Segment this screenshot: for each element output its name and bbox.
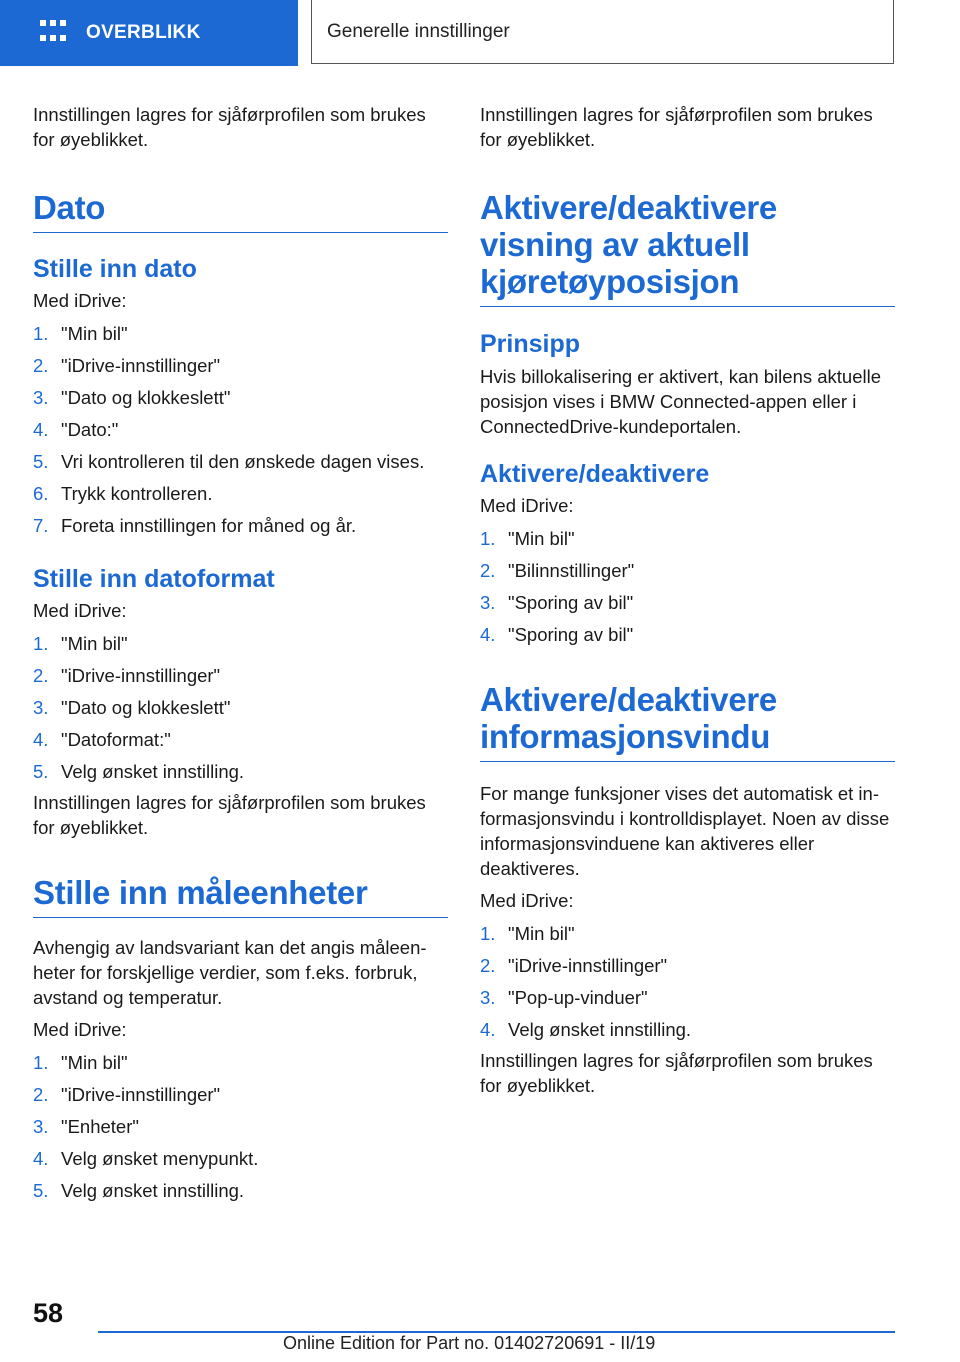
step-text: "Min bil" xyxy=(61,633,128,654)
lead-text: Med iDrive: xyxy=(480,495,574,516)
right-column xyxy=(480,102,895,1098)
step-text: "Min bil" xyxy=(508,923,575,944)
step-item xyxy=(33,628,448,660)
step-item xyxy=(33,414,448,446)
step-number: 4. xyxy=(33,1148,49,1169)
step-text: Velg ønsket innstilling. xyxy=(61,761,245,782)
step-item xyxy=(33,1111,448,1143)
step-number: 2. xyxy=(480,560,496,581)
steps-list xyxy=(480,523,895,651)
step-item xyxy=(480,523,895,555)
step-number: 1. xyxy=(480,923,496,944)
step-text: "iDrive-innstillinger" xyxy=(61,665,221,686)
step-item xyxy=(480,619,895,651)
heading-set-date-format: Stille inn datoformat xyxy=(33,565,275,593)
steps-list xyxy=(480,918,895,1046)
step-text: Trykk kontrolleren. xyxy=(61,483,213,504)
step-text: "Min bil" xyxy=(508,528,575,549)
step-text: Vri kontrolleren til den ønskede dagen vises. xyxy=(61,451,425,472)
steps-list xyxy=(33,318,448,542)
step-text: "Bilinnstillinger" xyxy=(508,560,635,581)
step-number: 5. xyxy=(33,1180,49,1201)
heading-set-date: Stille inn dato xyxy=(33,255,197,283)
step-number: 6. xyxy=(33,483,49,504)
step-number: 1. xyxy=(33,1052,49,1073)
step-item xyxy=(480,918,895,950)
step-item xyxy=(480,1014,895,1046)
step-item xyxy=(33,318,448,350)
step-item xyxy=(480,982,895,1014)
heading-principle: Prinsipp xyxy=(480,330,581,358)
steps-list xyxy=(33,1047,448,1207)
step-text: Velg ønsket menypunkt. xyxy=(61,1148,259,1169)
step-text: "Sporing av bil" xyxy=(508,592,634,613)
step-item xyxy=(33,478,448,510)
step-item xyxy=(33,350,448,382)
lead-text: Med iDrive: xyxy=(33,600,127,621)
step-number: 5. xyxy=(33,761,49,782)
step-item xyxy=(33,1047,448,1079)
step-number: 7. xyxy=(33,515,49,536)
outro-text: Innstillingen lagres for sjåførprofilen som brukes for øyeblikket. xyxy=(480,1050,873,1096)
step-item xyxy=(33,724,448,756)
left-column xyxy=(33,102,448,1207)
lead-text: Med iDrive: xyxy=(33,290,127,311)
heading-vehicle-position: Aktivere/deaktivere visning av aktuell kjøretøyposisjon xyxy=(480,189,895,307)
intro-text: Innstillingen lagres for sjåførprofilen som brukes for øyeblikket. xyxy=(480,104,873,150)
steps-list xyxy=(33,628,448,788)
step-text: "Sporing av bil" xyxy=(508,624,634,645)
overview-tab-label: OVERBLIKK xyxy=(86,22,201,43)
heading-info-window: Aktivere/deaktivere informasjonsvindu xyxy=(480,681,895,762)
step-number: 2. xyxy=(480,955,496,976)
page-header xyxy=(0,0,960,66)
footer-edition-text: Online Edition for Part no. 01402720691 - II/19 xyxy=(283,1333,656,1353)
step-number: 5. xyxy=(33,451,49,472)
step-item xyxy=(33,446,448,478)
step-item xyxy=(33,692,448,724)
step-item xyxy=(33,382,448,414)
step-number: 3. xyxy=(480,987,496,1008)
step-text: "Dato og klokkeslett" xyxy=(61,387,231,408)
grid-menu-icon xyxy=(40,20,66,46)
info-window-body: For mange funksjoner vises det automatisk et informasjonsvindu i kontrolldisplayet. Noen av disse informasjonsvinduene kan aktiveres eller deaktiveres. xyxy=(480,783,890,879)
step-number: 3. xyxy=(33,1116,49,1137)
step-number: 1. xyxy=(33,323,49,344)
step-text: "iDrive-innstillinger" xyxy=(508,955,668,976)
section-title: Generelle innstillinger xyxy=(327,20,510,42)
step-number: 3. xyxy=(33,697,49,718)
step-number: 4. xyxy=(480,624,496,645)
step-item xyxy=(33,1079,448,1111)
step-number: 2. xyxy=(33,355,49,376)
section-title-tab[interactable] xyxy=(311,0,894,64)
step-text: "Min bil" xyxy=(61,1052,128,1073)
step-number: 2. xyxy=(33,1084,49,1105)
step-text: "Dato og klokkeslett" xyxy=(61,697,231,718)
step-text: Foreta innstillingen for måned og år. xyxy=(61,515,357,536)
step-text: "Dato:" xyxy=(61,419,119,440)
step-text: "Min bil" xyxy=(61,323,128,344)
step-item xyxy=(480,950,895,982)
step-number: 4. xyxy=(480,1019,496,1040)
intro-text: Innstillingen lagres for sjåførprofilen som brukes for øyeblikket. xyxy=(33,104,426,150)
step-text: "iDrive-innstillinger" xyxy=(61,1084,221,1105)
lead-text: Med iDrive: xyxy=(480,890,574,911)
units-body: Avhengig av landsvariant kan det angis måleenheter for forskjellige verdier, som f.eks. forbruk, avstand og temperatur. xyxy=(33,937,427,1008)
step-text: "iDrive-innstillinger" xyxy=(61,355,221,376)
step-text: "Enheter" xyxy=(61,1116,139,1137)
outro-text: Innstillingen lagres for sjåførprofilen som brukes for øyeblikket. xyxy=(33,792,426,838)
step-text: Velg ønsket innstilling. xyxy=(61,1180,245,1201)
overview-tab[interactable] xyxy=(0,0,298,66)
step-number: 4. xyxy=(33,729,49,750)
step-text: Velg ønsket innstilling. xyxy=(508,1019,692,1040)
step-number: 4. xyxy=(33,419,49,440)
heading-activate: Aktivere/deaktivere xyxy=(480,460,710,488)
step-number: 1. xyxy=(33,633,49,654)
step-number: 1. xyxy=(480,528,496,549)
step-item xyxy=(480,555,895,587)
step-item xyxy=(33,510,448,542)
step-item xyxy=(480,587,895,619)
lead-text: Med iDrive: xyxy=(33,1019,127,1040)
heading-units: Stille inn måleenheter xyxy=(33,874,448,918)
step-item xyxy=(33,1143,448,1175)
step-item xyxy=(33,1175,448,1207)
step-text: "Datoformat:" xyxy=(61,729,171,750)
step-item xyxy=(33,756,448,788)
step-number: 2. xyxy=(33,665,49,686)
step-item xyxy=(33,660,448,692)
step-number: 3. xyxy=(33,387,49,408)
step-text: "Pop-up-vinduer" xyxy=(508,987,648,1008)
principle-body: Hvis billokalisering er aktivert, kan bilens aktuelle posisjon vises i BMW Connected-appen eller i ConnectedDrive-kundeportalen. xyxy=(480,366,882,437)
heading-dato: Dato xyxy=(33,189,448,233)
page-number: 58 xyxy=(33,1298,64,1328)
step-number: 3. xyxy=(480,592,496,613)
